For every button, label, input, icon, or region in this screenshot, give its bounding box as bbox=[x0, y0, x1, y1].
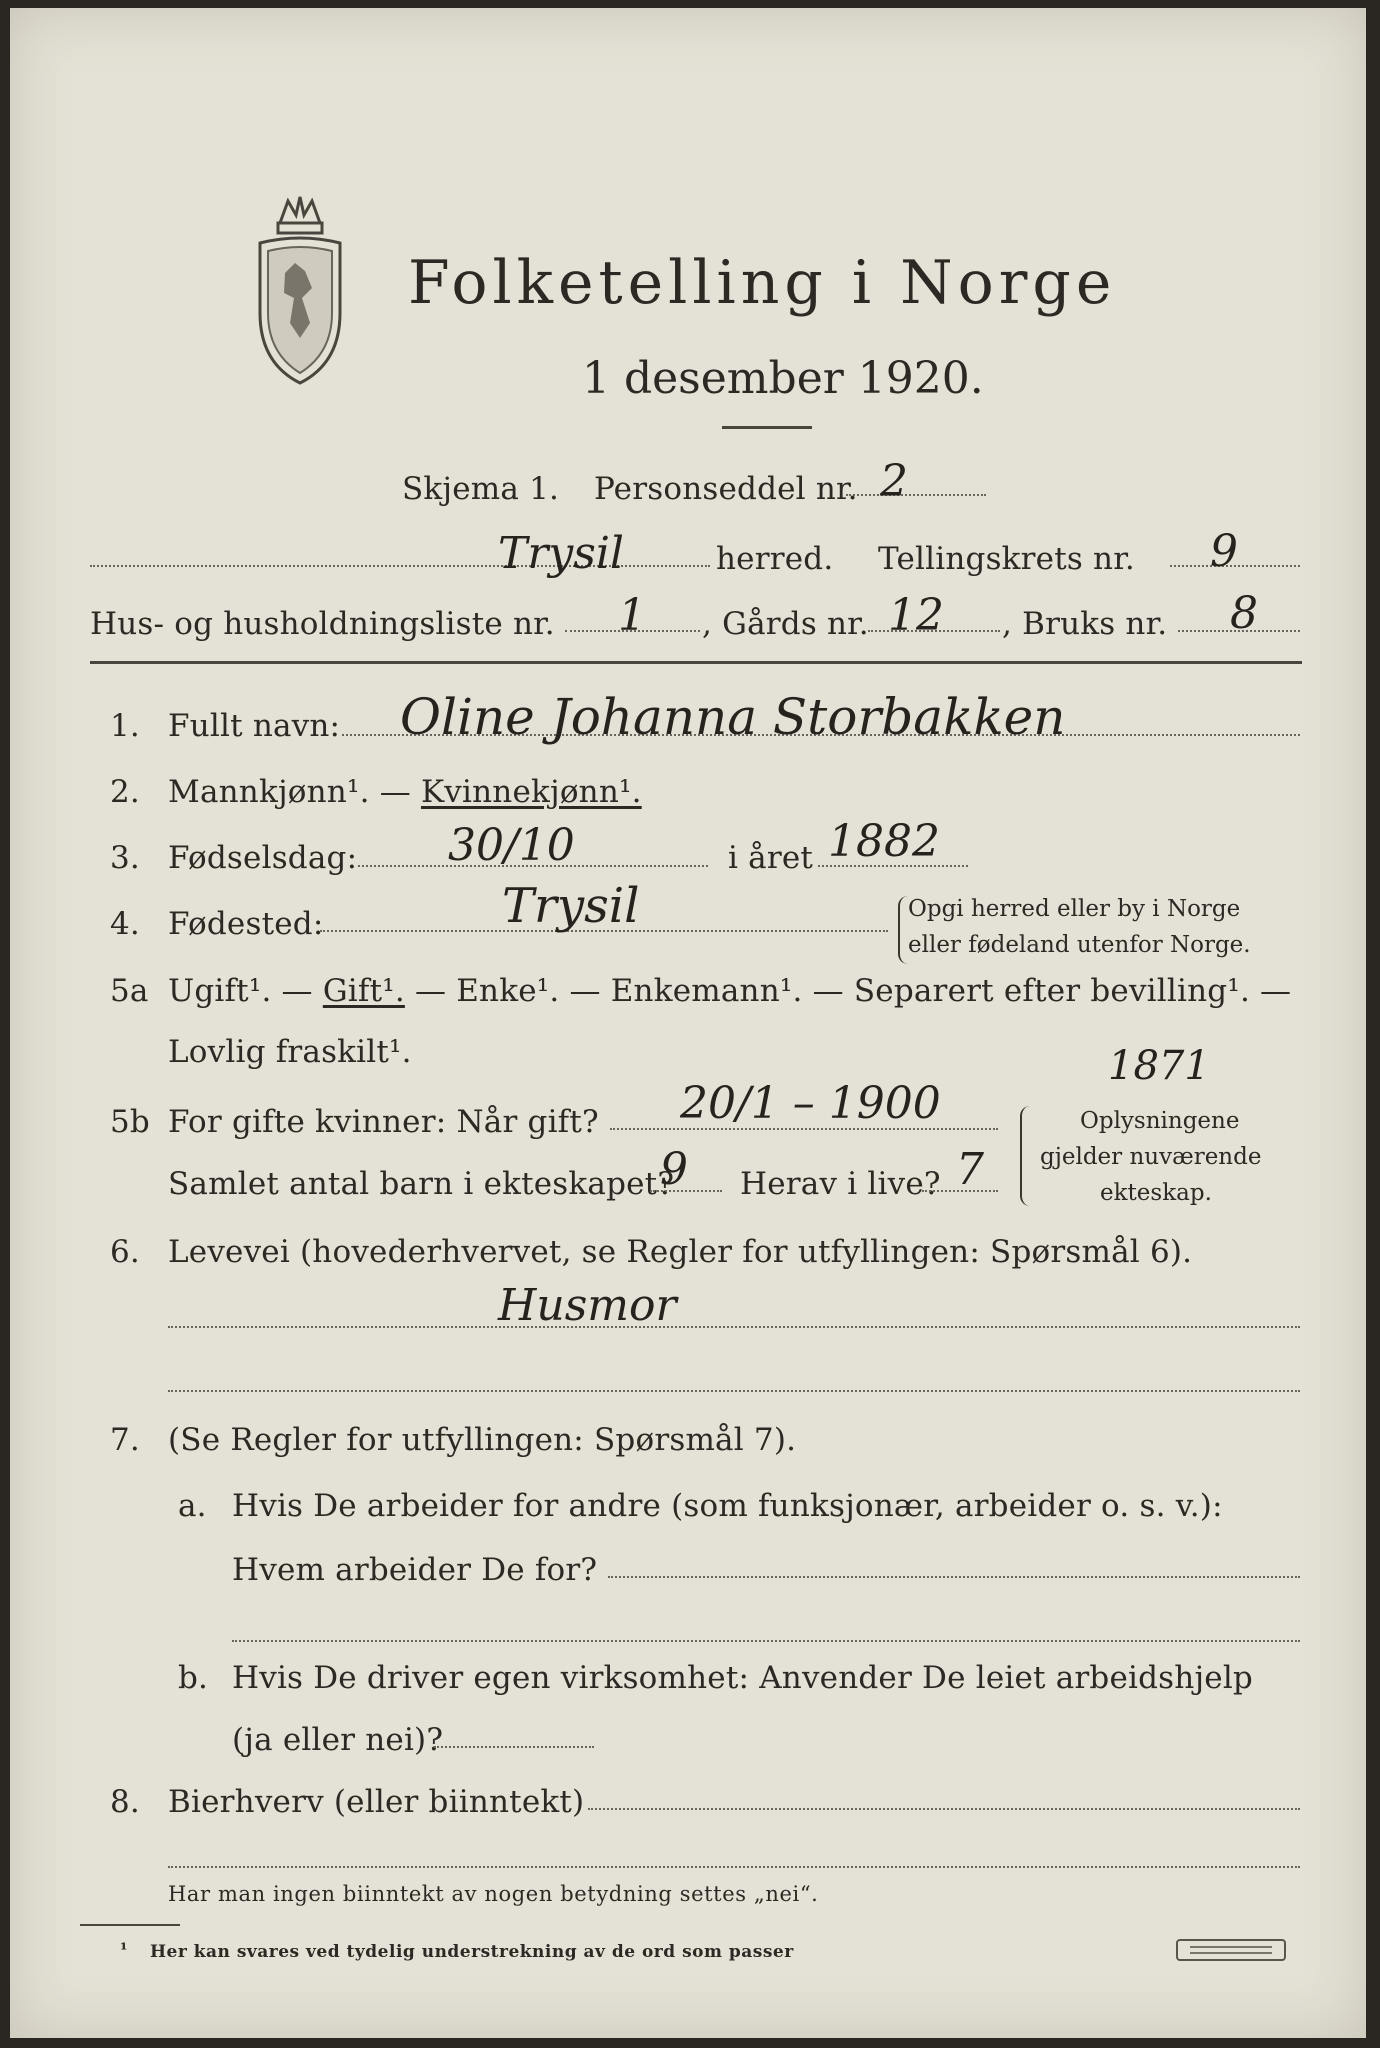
marriage-note-2: gjelder nuværende bbox=[1040, 1144, 1262, 1170]
census-form-sheet bbox=[10, 8, 1366, 2038]
q5a-number: 5a bbox=[110, 973, 149, 1009]
q6-number: 6. bbox=[110, 1234, 140, 1270]
census-date: 1 desember 1920. bbox=[582, 353, 984, 404]
q2-gender: Mannkjønn¹. — Kvinnekjønn¹. bbox=[168, 774, 642, 810]
q7-label: (Se Regler for utfyllingen: Spørsmål 7). bbox=[168, 1422, 797, 1458]
q7b-question: (ja eller nei)? bbox=[232, 1722, 444, 1758]
birthday-value[interactable]: 30/10 bbox=[448, 820, 575, 871]
occupation-line-2 bbox=[168, 1390, 1300, 1392]
side-income-line-2 bbox=[168, 1866, 1300, 1868]
q1-number: 1. bbox=[110, 708, 140, 744]
husholdningsliste-label: Hus- og husholdningsliste nr. bbox=[90, 606, 555, 642]
status-married-underlined[interactable]: Gift¹. bbox=[322, 973, 405, 1009]
full-name-value[interactable]: Oline Johanna Storbakken bbox=[400, 688, 1066, 746]
herred-value[interactable]: Trysil bbox=[498, 528, 624, 579]
marriage-note-brace bbox=[1020, 1106, 1032, 1206]
employer-line-1 bbox=[608, 1576, 1300, 1578]
side-income-note: Har man ingen biinntekt av nogen betydning settes „nei“. bbox=[168, 1882, 819, 1906]
margin-note-value: 1871 bbox=[1108, 1043, 1210, 1089]
children-label: Samlet antal barn i ekteskapet? bbox=[168, 1166, 675, 1202]
birthyear-label: i året bbox=[728, 840, 814, 876]
side-income-line-1 bbox=[588, 1808, 1300, 1810]
gards-label: , Gårds nr. bbox=[702, 606, 869, 642]
q7-number: 7. bbox=[110, 1422, 140, 1458]
personseddel-label: Personseddel nr. bbox=[594, 471, 858, 507]
status-unmarried[interactable]: Ugift¹. bbox=[168, 973, 272, 1009]
employer-line-2 bbox=[232, 1640, 1300, 1642]
status-divorced[interactable]: Lovlig fraskilt¹. bbox=[168, 1034, 412, 1070]
printer-stamp-icon bbox=[1176, 1938, 1286, 1962]
birthplace-note-1: Opgi herred eller by i Norge bbox=[908, 896, 1241, 922]
birthyear-value[interactable]: 1882 bbox=[828, 816, 940, 867]
bruks-label: , Bruks nr. bbox=[1002, 606, 1168, 642]
personseddel-line bbox=[846, 494, 986, 496]
hired-help-line bbox=[434, 1746, 594, 1748]
husholdningsliste-value[interactable]: 1 bbox=[618, 590, 646, 641]
q2-number: 2. bbox=[110, 774, 140, 810]
q5a-status: Ugift¹. — Gift¹. — Enke¹. — Enkemann¹. — Separert efter bevilling¹. — bbox=[168, 973, 1292, 1009]
gards-value[interactable]: 12 bbox=[888, 590, 944, 641]
coat-of-arms-icon bbox=[250, 193, 350, 393]
footnote-divider bbox=[80, 1924, 180, 1926]
form-title: Folketelling i Norge bbox=[408, 248, 1117, 318]
q6-label: Levevei (hovederhvervet, se Regler for utfyllingen: Spørsmål 6). bbox=[168, 1234, 1193, 1270]
married-when-value[interactable]: 20/1 – 1900 bbox=[680, 1078, 941, 1129]
tellingskrets-label: Tellingskrets nr. bbox=[878, 541, 1135, 577]
q8-label: Bierhverv (eller biinntekt) bbox=[168, 1784, 585, 1820]
personseddel-value[interactable]: 2 bbox=[880, 456, 908, 507]
tellingskrets-value[interactable]: 9 bbox=[1210, 526, 1238, 577]
q7b-label: b. bbox=[178, 1660, 209, 1696]
children-alive-label: Herav i live? bbox=[740, 1166, 941, 1202]
title-divider bbox=[722, 426, 812, 429]
children-value[interactable]: 9 bbox=[660, 1144, 688, 1195]
q7a-question: Hvem arbeider De for? bbox=[232, 1552, 598, 1588]
birthplace-value[interactable]: Trysil bbox=[502, 878, 640, 934]
schema-label: Skjema 1. bbox=[402, 471, 560, 507]
marriage-note-1: Oplysningene bbox=[1080, 1108, 1240, 1134]
status-other-options[interactable]: — Enke¹. — Enkemann¹. — Separert efter bevilling¹. — bbox=[404, 973, 1292, 1009]
q3-number: 3. bbox=[110, 840, 140, 876]
herred-label: herred. bbox=[716, 541, 834, 577]
q4-label: Fødested: bbox=[168, 906, 324, 942]
bruks-value[interactable]: 8 bbox=[1230, 588, 1258, 639]
q7b-text: Hvis De driver egen virksomhet: Anvender De leiet arbeidshjelp bbox=[232, 1660, 1253, 1696]
gender-male[interactable]: Mannkjønn¹. bbox=[168, 774, 370, 810]
occupation-value[interactable]: Husmor bbox=[498, 1280, 677, 1331]
q7a-text: Hvis De arbeider for andre (som funksjonær, arbeider o. s. v.): bbox=[232, 1488, 1223, 1524]
birthplace-note-brace bbox=[898, 896, 908, 964]
header-divider bbox=[90, 661, 1302, 664]
q1-label: Fullt navn: bbox=[168, 708, 341, 744]
gender-female-underlined[interactable]: Kvinnekjønn¹. bbox=[420, 774, 642, 810]
footnote-text: Her kan svares ved tydelig understrekning av de ord som passer bbox=[150, 1942, 794, 1962]
q8-number: 8. bbox=[110, 1784, 140, 1820]
q5b-number: 5b bbox=[110, 1104, 150, 1140]
married-when-label: For gifte kvinner: Når gift? bbox=[168, 1104, 599, 1140]
marriage-note-3: ekteskap. bbox=[1100, 1180, 1212, 1206]
q4-number: 4. bbox=[110, 906, 140, 942]
occupation-line-1 bbox=[168, 1326, 1300, 1328]
q3-label: Fødselsdag: bbox=[168, 840, 358, 876]
children-alive-value[interactable]: 7 bbox=[956, 1144, 984, 1195]
q7a-label: a. bbox=[178, 1488, 207, 1524]
footnote-mark: ¹ bbox=[120, 1940, 128, 1960]
birthplace-note-2: eller fødeland utenfor Norge. bbox=[908, 932, 1251, 958]
